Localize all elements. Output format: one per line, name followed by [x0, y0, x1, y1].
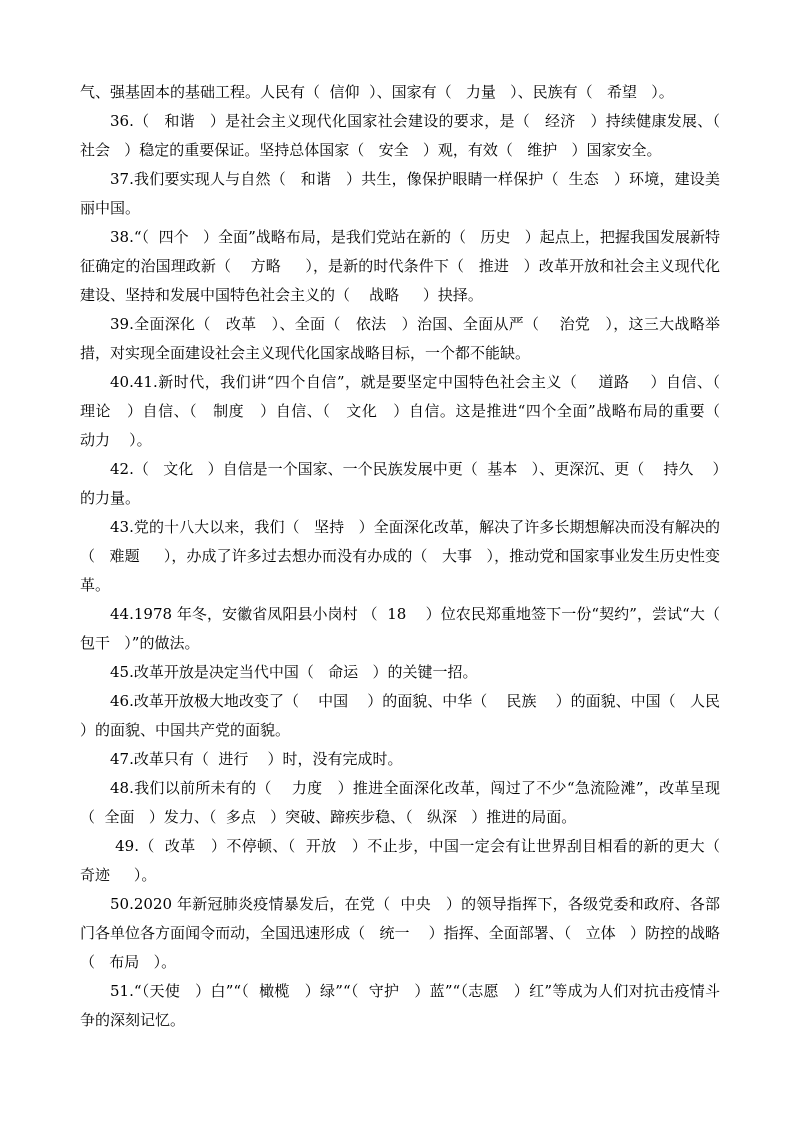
paragraph-50: 50.2020 年新冠肺炎疫情暴发后，在党（ 中央 ）的领导指挥下，各级党委和政府、各部门各单位各方面闻令而动，全国迅速形成（ 统一 ）指挥、全面部署、（ 立体 ）防控的战略（ 布局 ）。: [80, 895, 720, 971]
paragraph-43: 43.党的十八大以来，我们（ 坚持 ）全面深化改革，解决了许多长期想解决而没有解决的（ 难题 ），办成了许多过去想办而没有办成的（ 大事 ），推动党和国家事业发生历史性变革。: [80, 518, 720, 594]
paragraph-48: 48.我们以前所未有的（ 力度 ）推进全面深化改革，闯过了不少“急流险滩”，改革呈现（ 全面 ）发力、（ 多点 ）突破、蹄疾步稳、（ 纵深 ）推进的局面。: [80, 779, 720, 826]
paragraph-35-continued: 气、强基固本的基础工程。人民有（ 信仰 ）、国家有（ 力量 ）、民族有（ 希望 ）。: [80, 83, 674, 101]
paragraph-51: 51.“（天使 ）白”“（ 橄榄 ）绿”“（ 守护 ）蓝”“（志愿 ）红”等成为人们对抗击疫情斗争的深刻记忆。: [80, 982, 720, 1029]
paragraph-44: 44.1978 年冬，安徽省凤阳县小岗村 （ 18 ）位农民郑重地签下一份“契约”，尝试“大（ 包干 ）”的做法。: [80, 605, 730, 652]
paragraph-39: 39.全面深化（ 改革 ）、全面（ 依法 ）治国、全面从严（ 治党 ），这三大战略举措，对实现全面建设社会主义现代化国家战略目标，一个都不能缺。: [80, 315, 720, 362]
paragraph-46: 46.改革开放极大地改变了（ 中国 ）的面貌、中华（ 民族 ）的面貌、中国（ 人民 ）的面貌、中国共产党的面貌。: [80, 692, 735, 739]
paragraph-37: 37.我们要实现人与自然（ 和谐 ）共生，像保护眼睛一样保护（ 生态 ）环境，建设美丽中国。: [80, 170, 720, 217]
paragraph-45: 45.改革开放是决定当代中国（ 命运 ）的关键一招。: [110, 663, 478, 681]
paragraph-36: 36.（ 和谐 ）是社会主义现代化国家社会建设的要求，是（ 经济 ）持续健康发展、（ 社会 ）稳定的重要保证。坚持总体国家（ 安全 ）观，有效（ 维护 ）国家安全。: [80, 112, 735, 159]
paragraph-42: 42.（ 文化 ）自信是一个国家、一个民族发展中更（ 基本 ）、更深沉、更（ 持久 ）的力量。: [80, 460, 720, 507]
paragraph-38: 38.“（ 四个 ）全面”战略布局，是我们党站在新的（ 历史 ）起点上，把握我国发展新特征确定的治国理政新（ 方略 ），是新的时代条件下（ 推进 ）改革开放和社会主义现代化建设、坚持和发展中国特色社会主义的（ 战略 ）抉择。: [80, 228, 720, 304]
paragraph-40-41: 40.41.新时代，我们讲“四个自信”，就是要坚定中国特色社会主义（ 道路 ）自信、（ 理论 ）自信、（ 制度 ）自信、（ 文化 ）自信。这是推进“四个全面”战略布局的重要（ 动力 ）。: [80, 373, 735, 449]
paragraph-47: 47.改革只有（ 进行 ）时，没有完成时。: [110, 750, 403, 768]
document-page: [80, 78, 740, 1035]
paragraph-49: 49.（ 改革 ）不停顿、（ 开放 ）不止步，中国一定会有让世界刮目相看的新的更大（ 奇迹 ）。: [80, 837, 740, 884]
